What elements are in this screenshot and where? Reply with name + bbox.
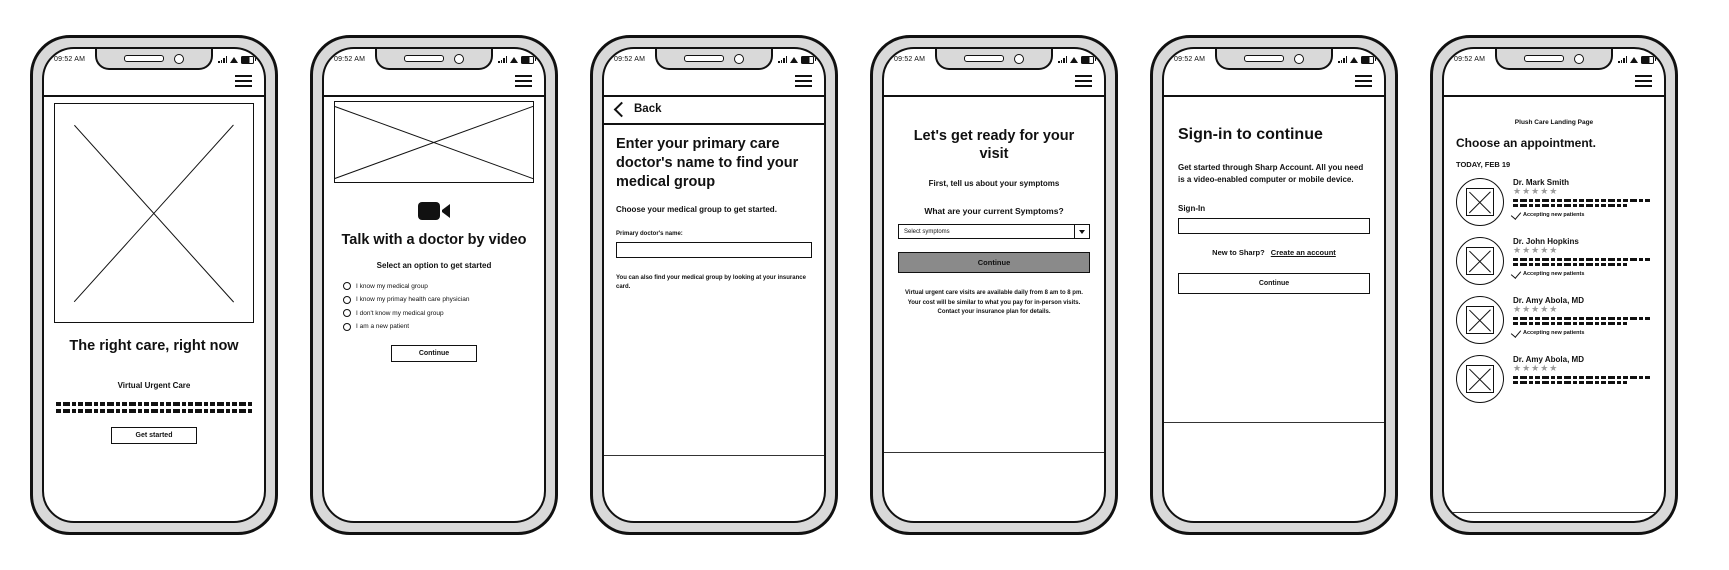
chevron-down-icon[interactable]: [1074, 225, 1089, 238]
doctor-name: Dr. Mark Smith: [1513, 177, 1570, 187]
check-icon: [1511, 269, 1521, 280]
section-divider: [604, 455, 824, 456]
body-text-placeholder: [56, 402, 252, 413]
primary-doctor-field-group: [616, 231, 812, 259]
symptoms-select[interactable]: [898, 224, 1090, 239]
hamburger-menu-icon[interactable]: [515, 75, 532, 87]
wifi-icon: [1070, 57, 1078, 63]
hamburger-menu-icon[interactable]: [1635, 75, 1652, 87]
status-bar: [44, 49, 264, 67]
option-row[interactable]: [343, 323, 534, 331]
landing-body: [44, 103, 264, 523]
section-divider: [1164, 422, 1384, 423]
battery-icon: [521, 56, 534, 64]
helper-text: You can also find your medical group by looking at your insurance card.: [616, 275, 806, 291]
option-row[interactable]: [343, 296, 534, 304]
signal-bars-icon: [1058, 56, 1067, 63]
continue-button[interactable]: Continue: [1178, 273, 1370, 294]
continue-button[interactable]: Continue: [391, 345, 477, 362]
nav-bar: [44, 67, 264, 97]
status-time: 09:52 AM: [1174, 56, 1206, 63]
status-bar: [324, 49, 544, 67]
symptoms-question: What are your current Symptoms?: [924, 206, 1064, 217]
nav-bar: [604, 67, 824, 97]
create-account-link[interactable]: Create an account: [1270, 248, 1336, 258]
signal-bars-icon: [498, 56, 507, 63]
accepting-badge: [1513, 269, 1652, 278]
signal-bars-icon: [1338, 56, 1347, 63]
avatar: [1456, 237, 1504, 285]
phone-screen-appointments: [1430, 35, 1678, 535]
nav-bar: [884, 67, 1104, 97]
doctor-name: Dr. Amy Abola, MD: [1513, 295, 1584, 305]
primary-doctor-body: [604, 97, 824, 521]
status-bar: [604, 49, 824, 67]
doctor-description-placeholder: [1513, 258, 1652, 267]
status-time: 09:52 AM: [334, 56, 366, 63]
list-item[interactable]: [1456, 171, 1652, 230]
field-label: Primary doctor's name:: [616, 230, 683, 237]
rating-stars: ★★★★★: [1513, 185, 1559, 196]
breadcrumb: Plush Care Landing Page: [1514, 119, 1594, 126]
signal-bars-icon: [778, 56, 787, 63]
status-icons: [1618, 56, 1654, 64]
phone-screen-landing: [30, 35, 278, 535]
radio-icon[interactable]: [343, 296, 351, 304]
phone-inner: [1162, 47, 1386, 523]
doctor-name: Dr. Amy Abola, MD: [1513, 354, 1584, 364]
doctor-description-placeholder: [1513, 376, 1652, 385]
battery-icon: [1361, 56, 1374, 64]
wifi-icon: [230, 57, 238, 63]
phone-inner: [602, 47, 826, 523]
check-icon: [1511, 328, 1521, 339]
phone-screen-sign-in: [1150, 35, 1398, 535]
doctor-name: Dr. John Hopkins: [1513, 236, 1579, 246]
hamburger-menu-icon[interactable]: [795, 75, 812, 87]
battery-icon: [801, 56, 814, 64]
date-label: TODAY, FEB 19: [1456, 159, 1511, 169]
doctor-description-placeholder: [1513, 317, 1652, 326]
status-bar: [1164, 49, 1384, 67]
check-icon: [1511, 210, 1521, 221]
page-title: Enter your primary care doctor's name to find your medical group: [616, 136, 799, 190]
status-time: 09:52 AM: [1454, 56, 1486, 63]
option-label: I am a new patient: [356, 323, 410, 331]
page-subtitle: First, tell us about your symptoms: [928, 179, 1060, 189]
phone-inner: [42, 47, 266, 523]
rating-stars: ★★★★★: [1513, 303, 1559, 314]
page-title: Let's get ready for your visit: [913, 128, 1075, 163]
battery-icon: [1081, 56, 1094, 64]
phone-inner: [1442, 47, 1666, 523]
phone-inner: [882, 47, 1106, 523]
section-divider: [884, 452, 1104, 453]
option-label: I know my medical group: [356, 282, 428, 290]
status-icons: [1338, 56, 1374, 64]
battery-icon: [1641, 56, 1654, 64]
phone-inner: [322, 47, 546, 523]
hamburger-menu-icon[interactable]: [235, 75, 252, 87]
avatar: [1456, 178, 1504, 226]
status-time: 09:52 AM: [894, 56, 926, 63]
nav-bar: [324, 67, 544, 97]
rating-stars: ★★★★★: [1513, 362, 1559, 373]
sign-in-input[interactable]: [1178, 218, 1370, 234]
hero-image-placeholder: [54, 103, 254, 323]
status-icons: [778, 56, 814, 64]
accepting-badge: [1513, 328, 1652, 337]
rating-stars: ★★★★★: [1513, 244, 1559, 255]
nav-bar: [1164, 67, 1384, 97]
continue-button[interactable]: Continue: [898, 252, 1090, 273]
status-time: 09:52 AM: [614, 56, 646, 63]
status-bar: [1444, 49, 1664, 67]
signal-bars-icon: [1618, 56, 1627, 63]
get-started-button[interactable]: Get started: [111, 427, 197, 444]
page-subtitle: Virtual Urgent Care: [117, 381, 191, 391]
radio-icon[interactable]: [343, 309, 351, 317]
status-icons: [498, 56, 534, 64]
page-title: Sign-in to continue: [1178, 126, 1323, 143]
accepting-label: Accepting new patients: [1523, 329, 1585, 336]
avatar: [1456, 355, 1504, 403]
status-bar: [884, 49, 1104, 67]
accepting-label: Accepting new patients: [1523, 270, 1585, 277]
video-camera-icon: [324, 199, 544, 223]
hamburger-menu-icon[interactable]: [1075, 75, 1092, 87]
option-label: I don't know my medical group: [356, 309, 444, 317]
radio-icon[interactable]: [343, 323, 351, 331]
option-row[interactable]: [343, 309, 534, 317]
page-title: Choose an appointment.: [1456, 136, 1597, 150]
primary-doctor-name-input[interactable]: [616, 242, 812, 258]
page-subtitle: Get started through Sharp Account. All you need is a video-enabled computer or mobile device.: [1178, 162, 1364, 184]
page-subtitle: Choose your medical group to get started.: [616, 204, 777, 214]
appointments-body: [1444, 119, 1664, 523]
list-item[interactable]: [1456, 289, 1652, 348]
list-item[interactable]: [1456, 230, 1652, 289]
symptoms-select-value: Select symptoms: [904, 228, 950, 235]
status-icons: [1058, 56, 1094, 64]
create-account-row: [1178, 248, 1370, 257]
field-label: Sign-In: [1178, 203, 1206, 213]
battery-icon: [241, 56, 254, 64]
wifi-icon: [1350, 57, 1358, 63]
status-icons: [218, 56, 254, 64]
back-label: Back: [634, 103, 662, 115]
sign-in-field-group: [1178, 204, 1370, 235]
radio-icon[interactable]: [343, 282, 351, 290]
hamburger-menu-icon[interactable]: [1355, 75, 1372, 87]
list-item[interactable]: [1456, 348, 1652, 407]
disclaimer-text: Virtual urgent care visits are available daily from 8 am to 8 pm. Your cost will be similar to what you pay for in-person visits. Contact your insurance plan for details.: [905, 290, 1083, 315]
option-list: [334, 282, 534, 331]
doctor-list: [1456, 171, 1652, 407]
accepting-label: Accepting new patients: [1523, 211, 1585, 218]
sign-in-body: [1164, 97, 1384, 521]
signal-bars-icon: [218, 56, 227, 63]
option-label: I know my primay health care physician: [356, 296, 470, 304]
wifi-icon: [510, 57, 518, 63]
option-row[interactable]: [343, 282, 534, 290]
doctor-description-placeholder: [1513, 199, 1652, 208]
wifi-icon: [790, 57, 798, 63]
status-time: 09:52 AM: [54, 56, 86, 63]
wifi-icon: [1630, 57, 1638, 63]
talk-with-doctor-body: [324, 101, 544, 523]
phone-screen-talk-with-doctor: [310, 35, 558, 535]
nav-bar: [1444, 67, 1664, 97]
section-divider: [1444, 512, 1664, 513]
avatar: [1456, 296, 1504, 344]
accepting-badge: [1513, 210, 1652, 219]
page-title: The right care, right now: [69, 338, 239, 354]
phone-screen-symptoms: [870, 35, 1118, 535]
symptoms-body: [884, 97, 1104, 521]
page-title: Talk with a doctor by video: [341, 232, 527, 248]
back-button[interactable]: [604, 97, 824, 125]
phone-screen-primary-doctor: [590, 35, 838, 535]
new-to-sharp-label: New to Sharp?: [1212, 248, 1265, 258]
chevron-left-icon: [614, 101, 630, 117]
hero-image-placeholder: [334, 101, 534, 183]
page-subtitle: Select an option to get started: [376, 261, 492, 271]
